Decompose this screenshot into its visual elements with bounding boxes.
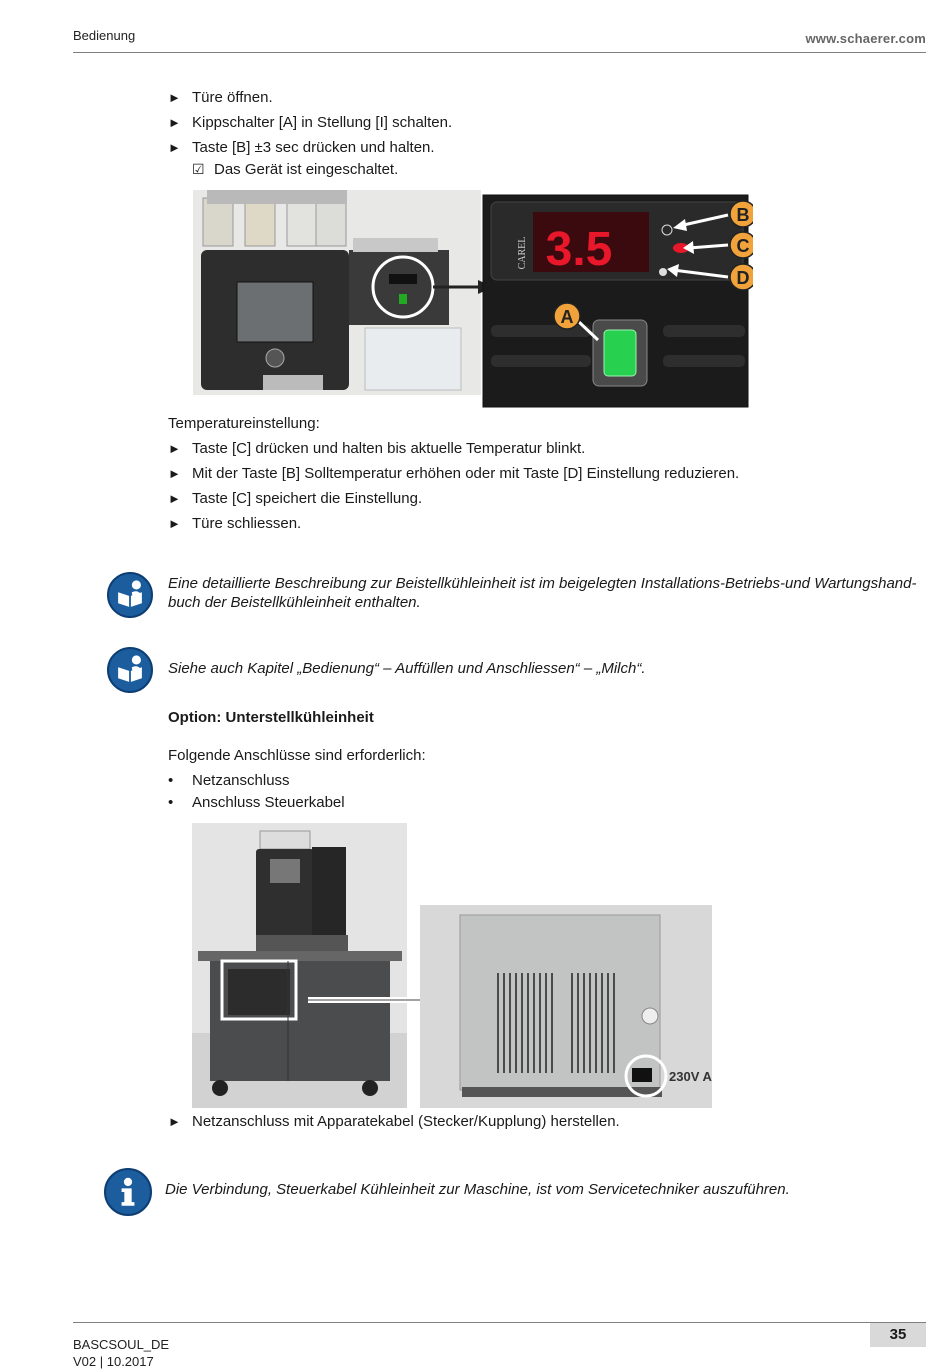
arrow-bullet-icon: ► (168, 1114, 181, 1129)
footer-doc-info (73, 1336, 169, 1370)
arrow-bullet-icon: ► (168, 466, 181, 481)
step-item: ► Mit der Taste [B] Solltemperatur erhöhen oder mit Taste [D] Einstellung reduzieren. (168, 465, 740, 482)
step-item: ► Türe öffnen. (168, 89, 273, 106)
manual-note: Eine detaillierte Beschreibung zur Beistellkühleinheit ist im beigelegten Installations-Betriebs-und Wartungshand- buch der Beistellkühleinheit enthalten. (168, 575, 917, 611)
arrow-bullet-icon: ► (168, 140, 181, 155)
list-item: • Netzanschluss (168, 772, 290, 789)
footer-version: V02 | 10.2017 (73, 1354, 154, 1369)
step-item: ► Taste [C] drücken und halten bis aktuelle Temperatur blinkt. (168, 440, 586, 457)
footer-divider (73, 1322, 926, 1323)
svg-text:C: C (736, 236, 750, 256)
step-item: ► Kippschalter [A] in Stellung [I] schalten. (168, 114, 453, 131)
figure-control-panel (193, 190, 753, 410)
result-item: ☑ Das Gerät ist eingeschaltet. (192, 161, 399, 178)
dot-bullet-icon: • (168, 772, 174, 789)
arrow-bullet-icon: ► (168, 90, 181, 105)
svg-text:A: A (560, 307, 574, 327)
header-section: Bedienung (73, 28, 136, 43)
header-website[interactable]: www.schaerer.com (805, 31, 926, 46)
step-item: ► Türe schliessen. (168, 515, 302, 532)
manual-reader-icon (107, 647, 153, 693)
header-divider (73, 52, 926, 53)
option-heading: Option: Unterstellkühleinheit (168, 709, 374, 726)
voltage-label: 230V A (669, 1069, 712, 1084)
arrow-bullet-icon: ► (168, 441, 181, 456)
checkbox-checked-icon: ☑ (192, 161, 205, 177)
temperature-heading: Temperatureinstellung: (168, 415, 320, 432)
page-number: 35 (870, 1323, 926, 1347)
option-intro: Folgende Anschlüsse sind erforderlich: (168, 747, 426, 764)
footer-doc-id: BASCSOUL_DE (73, 1337, 170, 1352)
dot-bullet-icon: • (168, 794, 174, 811)
manual-reader-icon (107, 572, 153, 618)
step-item: ► Taste [C] speichert die Einstellung. (168, 490, 423, 507)
display-value: 3.5 (545, 223, 613, 276)
arrow-bullet-icon: ► (168, 516, 181, 531)
arrow-bullet-icon: ► (168, 115, 181, 130)
see-also-note: Siehe auch Kapitel „Bedienung“ – Auffüllen und Anschliessen“ – „Milch“. (168, 660, 646, 677)
step-item: ► Netzanschluss mit Apparatekabel (Stecker/Kupplung) herstellen. (168, 1113, 620, 1130)
info-note: Die Verbindung, Steuerkabel Kühleinheit zur Maschine, ist vom Servicetechniker auszuführen. (165, 1181, 790, 1198)
svg-text:D: D (736, 268, 750, 288)
svg-text:B: B (736, 205, 750, 225)
list-item: • Anschluss Steuerkabel (168, 794, 345, 811)
panel-brand: CAREL (517, 236, 528, 270)
figure-cooling-unit (192, 823, 714, 1109)
step-item: ► Taste [B] ±3 sec drücken und halten. (168, 139, 435, 156)
arrow-bullet-icon: ► (168, 491, 181, 506)
info-icon (104, 1168, 152, 1216)
